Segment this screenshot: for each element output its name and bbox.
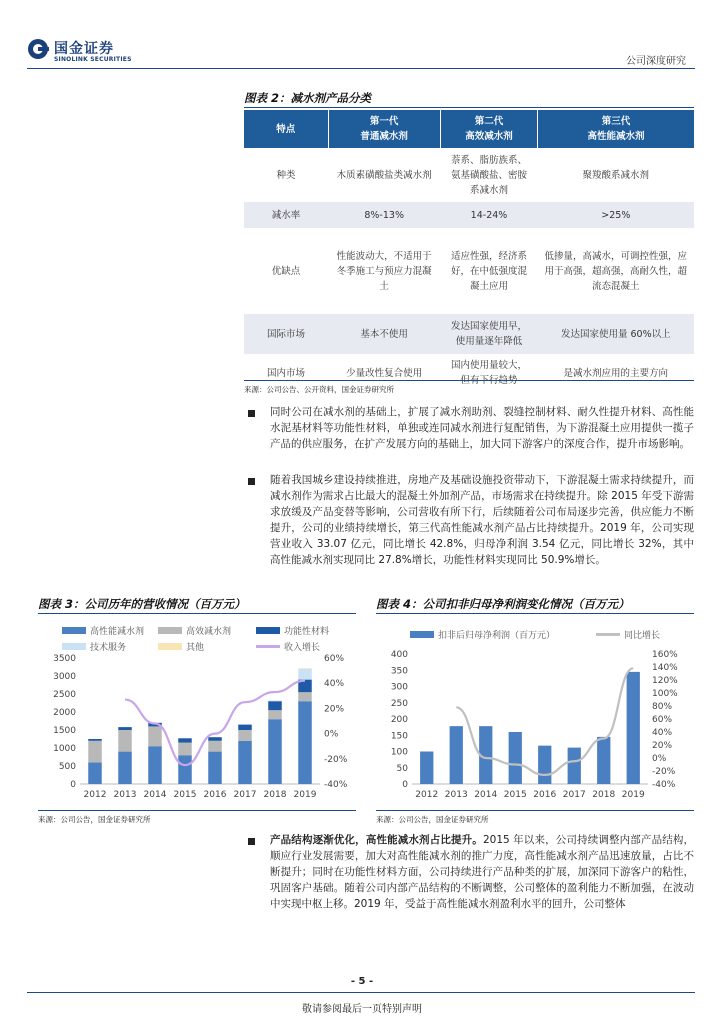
y-tick-label: 100 [390,747,408,758]
row-label: 国际市场 [244,314,328,354]
row-label: 种类 [276,169,296,181]
x-tick-label: 2013 [113,790,137,800]
product-classification-table [244,110,694,392]
bar-segment [178,755,192,784]
x-tick-label: 2012 [83,790,107,800]
y-tick-label: 400 [390,650,408,660]
table-cell: 适应性强，经济系好，在中低强度混凝土应用 [450,250,527,292]
legend-label: 收入增长 [284,643,321,653]
y2-tick-label: 0% [652,754,667,764]
y-tick-label: 3000 [53,672,76,682]
table-cell: 发达国家使用量 60%以上 [538,314,694,354]
legend-item [596,628,660,641]
bar-segment [208,752,222,784]
figure3-title: 图表 3：公司历年的营收情况（百万元） [38,597,246,611]
bar-segment [88,741,102,763]
figure4-bottom-rule [376,810,694,811]
report-type: 公司深度研究 [626,56,686,67]
brand-name-cn: 国金证券 [54,41,114,57]
y-tick-label: 250 [390,698,408,709]
x-tick-label: 2019 [621,790,645,800]
bar-segment [298,692,312,701]
table-cell: 是减水剂应用的主要方向 [563,367,669,379]
bar-segment [238,730,252,741]
bar-segment [148,726,162,746]
y2-tick-label: -20% [324,754,348,765]
y-tick-label: 1000 [53,744,76,754]
legend-line-swatch [256,645,280,648]
y2-tick-label: 140% [652,663,678,673]
y-tick-label: 200 [390,715,408,725]
paragraph-2: 随着我国城乡建设持续推进，房地产及基础设施投资带动下，下游混凝土需求持续提升，而减水剂作为需求占比最大的混凝土外加剂产品，市场需求在持续提升。除 2015 年受下游需求放缓及产品变替等影响，公司营收有所下行，后续随着公司布局逐步完善，供应能力不断提升，公司的业绩持续增长，第三代高性能减水剂产品占比持续提升。2019 年，公司实现营业收入 33.07 亿元，同比增长 42.8%，归母净利润 3.54 亿元，同比增长 32%，其中高性能减水剂实现同比 27.8%增长，功能性材料实现同比 50.9%增长。 [270,474,694,566]
bar-segment [88,739,102,741]
table-row [244,314,694,354]
bar-segment [568,748,581,784]
paragraph-3-body: 2015 年以来，公司持续调整内部产品结构，顺应行业发展需要，加大对高性能减水剂的推广力度，高性能减水剂产品迅速放量，占比不断提升；同时在功能性材料方面，公司持续进行产品种类的扩展，加深同下游客户的粘性，巩固客户基础。随着公司内部产品结构的不断调整，公司整体的盈利能力不断加强，在波动中实现中枢上移。2019 年，受益于高性能减水剂盈利水平的回升，公司整体 [270,834,695,910]
paragraph-3-lead: 产品结构逐渐优化，高性能减水剂占比提升。 [270,834,483,846]
table-header-cell: 第二代 高效减水剂 [440,110,537,148]
x-tick-label: 2017 [233,790,257,800]
bullet-icon [248,410,255,417]
x-tick-label: 2014 [143,790,167,800]
bullet-icon [248,838,255,845]
legend-swatch [158,643,182,650]
table-cell: 14-24% [440,202,537,228]
legend-item [256,624,329,637]
table-cell: 低掺量，高减水，可调控性强，应用于高强，超高强，高耐久性，超流态混凝土 [544,250,688,292]
x-tick-label: 2019 [293,790,317,800]
table-cell: 萘系、脂肪族系、氨基磺酸盐、密胺系减水剂 [450,154,527,196]
figure2-title: 图表 2：减水剂产品分类 [244,91,372,105]
y-tick-label: 150 [390,731,408,742]
figure2-title-rule [244,107,694,108]
bar-segment [450,726,463,784]
legend-label: 扣非后归母净利润（百万元） [438,631,556,641]
legend-swatch [158,627,182,634]
bar-segment [88,762,102,784]
bar-segment [538,746,551,784]
bar-segment [298,668,312,669]
y2-tick-label: 60% [652,715,673,725]
table-cell: 木质素磺酸盐类减水剂 [336,169,432,181]
x-tick-label: 2015 [503,790,527,800]
bar-segment [298,669,312,680]
x-tick-label: 2017 [562,790,586,800]
bar-segment [208,737,222,741]
y2-tick-label: 20% [324,704,345,715]
logo-icon [27,38,49,60]
bar-segment [627,672,640,784]
row-label: 国内市场 [266,367,305,379]
table-cell: >25% [538,202,694,228]
legend-label: 技术服务 [90,643,127,653]
table-header-cell: 第三代 高性能减水剂 [538,110,694,148]
figure3-bottom-rule [38,810,356,811]
figure4-title-rule [376,613,694,614]
table-header-cell: 特点 [244,110,328,148]
x-tick-label: 2016 [533,790,557,800]
figure2-source: 来源：公司公告、公开资料，国金证券研究所 [244,385,394,394]
table-header-cell: 第一代 普通减水剂 [328,110,440,148]
bar-segment [509,732,522,784]
footer-divider [27,992,695,993]
y2-tick-label: -20% [652,767,676,777]
y-tick-label: 0 [70,780,76,790]
figure4-source: 来源：公司公告，国金证券研究所 [376,815,489,824]
legend-label: 同比增长 [624,631,661,641]
figure4-title: 图表 4：公司扣非归母净利润变化情况（百万元） [376,597,630,611]
table-cell: 国内使用量较大， [450,360,527,371]
bar-segment [148,746,162,784]
revenue-chart [38,652,356,804]
paragraph-3 [270,832,694,912]
legend-item [410,628,555,641]
bar-segment [420,752,433,785]
y-tick-label: 500 [58,762,76,772]
y-tick-label: 300 [390,682,408,693]
table-cell: 少量改性复合使用 [346,367,423,379]
bar-segment [238,725,252,730]
bar-segment [118,752,132,784]
y2-tick-label: 160% [652,650,678,660]
y-tick-label: 0 [402,780,408,790]
x-tick-label: 2014 [474,790,498,800]
x-tick-label: 2015 [173,790,197,800]
y2-tick-label: -40% [652,780,676,790]
y2-tick-label: 40% [652,728,673,738]
y2-tick-label: -40% [324,780,348,790]
y2-tick-label: 60% [324,654,345,664]
bar-segment [298,701,312,784]
y2-tick-label: 40% [324,679,345,690]
paragraph-1: 同时公司在减水剂的基础上，扩展了减水剂助剂、裂缝控制材料、耐久性提升材料、高性能水泥基材料等功能性材料，单独或连同减水剂进行复配销售，为下游混凝土应用提供一揽子产品的供应服务，在扩产发展方向的基础上，加大同下游客户的深度合作，提升市场影响。 [270,406,694,450]
bar-segment [118,730,132,752]
y-tick-label: 3500 [53,654,76,664]
bar-segment [268,700,282,701]
legend-swatch [410,631,434,638]
bar-segment [178,738,192,742]
bar-segment [597,737,610,784]
y2-tick-label: 20% [652,741,673,751]
bar-segment [268,701,282,710]
table-row [244,202,694,228]
brand-name-en: SINOLINK SECURITIES [54,56,132,63]
x-tick-label: 2016 [203,790,227,800]
x-tick-label: 2013 [444,790,468,800]
y-tick-label: 2000 [53,708,76,718]
footer-notice: 敬请参阅最后一页特别声明 [302,1004,422,1015]
legend-label: 高性能减水剂 [90,627,145,637]
bar-segment [118,727,132,730]
figure3-source: 来源：公司公告，国金证券研究所 [38,815,151,824]
y2-tick-label: 0% [324,729,339,740]
bar-segment [238,741,252,784]
bar-segment [178,743,192,756]
legend-label: 功能性材料 [284,627,330,637]
x-tick-label: 2018 [263,790,287,800]
legend-item [158,624,231,637]
table-row [244,148,694,202]
y2-tick-label: 100% [652,689,678,699]
legend-line-swatch [596,633,620,636]
y2-tick-label: 120% [652,676,678,686]
y-tick-label: 50 [396,763,408,774]
y-tick-label: 1500 [53,726,76,736]
row-label: 减水率 [244,202,328,228]
legend-item [62,624,144,637]
figure2-bottom-rule [244,380,694,381]
bar-segment [208,741,222,752]
table-cell: 8%-13% [328,202,440,228]
legend-swatch [256,627,280,634]
legend-swatch [62,627,86,634]
bar-segment [268,719,282,784]
y-tick-label: 350 [390,666,408,677]
table-row [244,228,694,314]
legend-label: 其他 [186,643,205,653]
row-label: 优缺点 [271,265,301,277]
y-tick-label: 2500 [53,690,76,700]
y2-tick-label: 80% [652,702,673,712]
legend-swatch [62,643,86,650]
bar-segment [268,710,282,719]
net-profit-chart [376,646,694,804]
x-tick-label: 2018 [592,790,616,800]
table-cell: 基本不使用 [328,314,440,354]
header-divider [27,68,695,69]
figure3-title-rule [38,613,356,614]
bullet-icon [248,478,255,485]
table-cell: 性能波动大，不适用于冬季施工与预应力混凝土 [336,250,432,292]
x-tick-label: 2012 [415,790,439,800]
table-cell: 聚羧酸系减水剂 [582,169,650,181]
table-cell: 发达国家使用早，使用量逐年降低 [440,314,537,354]
page-number: - 5 - [350,976,374,987]
legend-label: 高效减水剂 [186,627,232,637]
